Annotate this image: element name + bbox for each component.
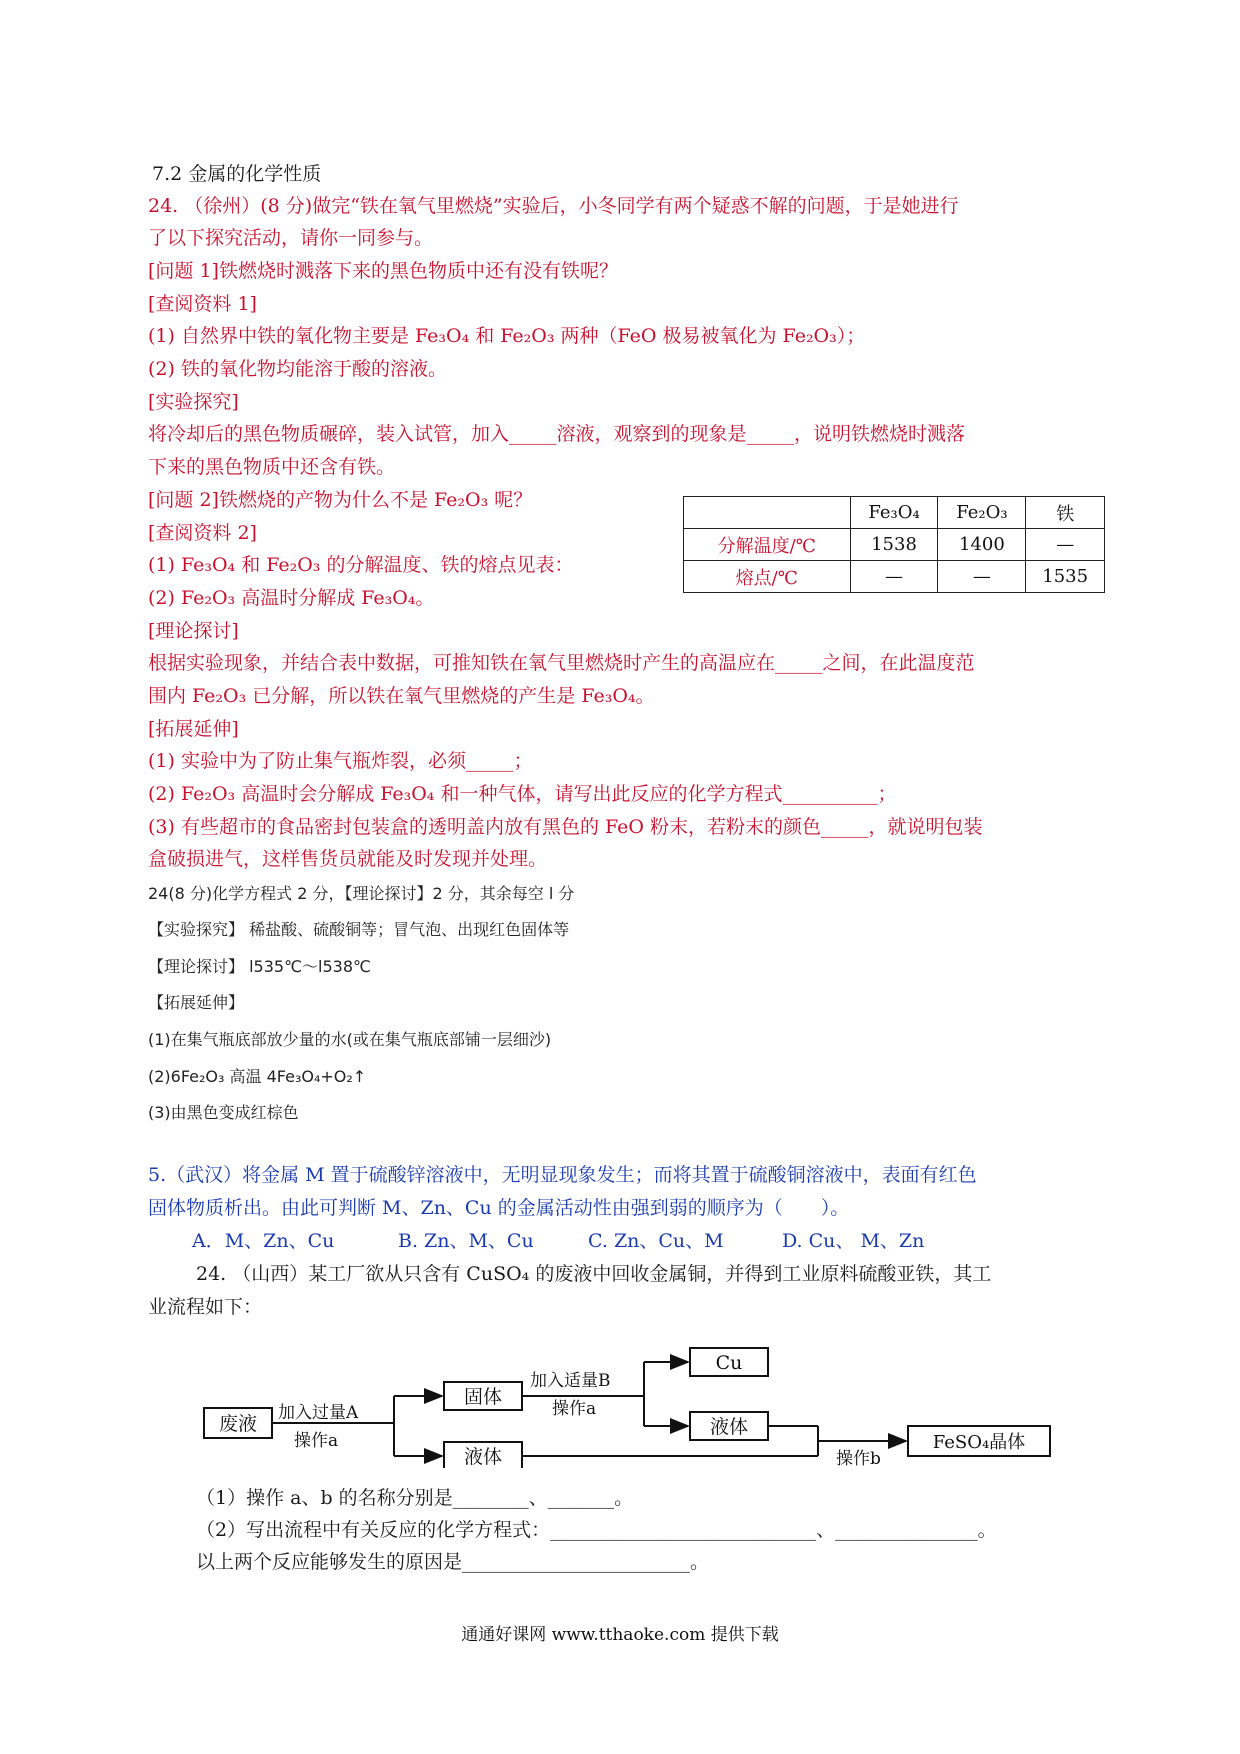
flow-step3: 操作b — [836, 1449, 881, 1468]
q24-line: 将冷却后的黑色物质碾碎，装入试管，加入_____溶液，观察到的现象是_____，说明铁燃烧时溅落 — [148, 423, 966, 445]
q24-line: [问题 2]铁燃烧的产物为什么不是 Fe₂O₃ 呢？ — [148, 489, 533, 511]
answer-line: 24(8 分)化学方程式 2 分，【理论探讨】2 分，其余每空 l 分 — [148, 884, 575, 903]
flow-solid-label: 固体 — [463, 1386, 503, 1408]
table-row — [684, 561, 1105, 593]
q24-line: (2) 铁的氧化物均能溶于酸的溶液。 — [148, 358, 447, 380]
table-row — [684, 529, 1105, 561]
q24-line: [理论探讨] — [148, 620, 239, 642]
table-cell: 分解温度/℃ — [684, 529, 851, 561]
q24-line: 24. （徐州）(8 分)做完“铁在氧气里燃烧”实验后，小冬同学有两个疑惑不解的问题，于是她进行 — [148, 195, 959, 217]
table-cell: Fe₃O₄ — [850, 497, 938, 529]
table-cell: Fe₂O₃ — [938, 497, 1026, 529]
q5-option-b: B. Zn、M、Cu — [398, 1230, 534, 1252]
table-cell: — — [850, 561, 938, 593]
answer-line: (1)在集气瓶底部放少量的水(或在集气瓶底部铺一层细沙) — [148, 1030, 552, 1049]
q24-line: 下来的黑色物质中还含有铁。 — [148, 456, 396, 478]
q24s-line: 业流程如下： — [148, 1296, 263, 1318]
q24s-line: 24. （山西）某工厂欲从只含有 CuSO₄ 的废液中回收金属铜，并得到工业原料硫酸亚铁，其工 — [196, 1263, 992, 1285]
answer-line: (2)6Fe₂O₃ 高温 4Fe₃O₄+O₂↑ — [148, 1067, 367, 1086]
table-cell: — — [1026, 529, 1105, 561]
answer-line: 【理论探讨】 l535℃～l538℃ — [148, 957, 371, 976]
properties-table — [683, 496, 1105, 593]
flow-step2-bottom: 操作a — [552, 1399, 597, 1419]
q5-option-c: C. Zn、Cu、M — [588, 1230, 724, 1252]
q5-option-a: A．M、Zn、Cu — [192, 1230, 335, 1252]
q24-line: (1) 实验中为了防止集气瓶炸裂，必须_____； — [148, 750, 533, 772]
table-cell: 铁 — [1026, 497, 1105, 529]
table-cell — [684, 497, 851, 529]
flow-step2-top: 加入适量B — [530, 1371, 611, 1391]
q24s-sub-2: （2）写出流程中有关反应的化学方程式：____________________________、_______________。 — [196, 1519, 997, 1541]
flow-liquid1-label: 液体 — [463, 1446, 503, 1468]
q24s-sub-1: （1）操作 a、b 的名称分别是________、_______。 — [196, 1487, 634, 1509]
table-cell: 1535 — [1026, 561, 1105, 593]
answer-line: 【实验探究】 稀盐酸、硫酸铜等；冒气泡、出现红色固体等 — [148, 920, 570, 939]
q24-line: (2) Fe₂O₃ 高温时会分解成 Fe₃O₄ 和一种气体，请写出此反应的化学方程式__________； — [148, 783, 897, 805]
flow-step1-bottom: 操作a — [294, 1431, 339, 1451]
flow-liquid2-label: 液体 — [709, 1416, 749, 1438]
table-cell: — — [938, 561, 1026, 593]
q5-option-d: D. Cu、 M、Zn — [782, 1230, 925, 1252]
section-title: 7.2 金属的化学性质 — [152, 163, 322, 185]
q24-line: [拓展延伸] — [148, 718, 239, 740]
page-footer: 通通好课网 www.tthaoke.com 提供下载 — [461, 1625, 779, 1645]
flow-waste-label: 废液 — [218, 1413, 258, 1435]
q24-line: [查阅资料 2] — [148, 522, 257, 544]
q24-line: 盒破损进气，这样售货员就能及时发现并处理。 — [148, 848, 548, 870]
flow-cu-label: Cu — [715, 1352, 743, 1374]
q24-line: 围内 Fe₂O₃ 已分解，所以铁在氧气里燃烧的产生是 Fe₃O₄。 — [148, 685, 655, 707]
flow-diagram — [198, 1328, 1078, 1468]
flow-step1-top: 加入过量A — [278, 1403, 359, 1423]
q24-line: (3) 有些超市的食品密封包装盒的透明盖内放有黑色的 FeO 粉末，若粉末的颜色_____，就说明包装 — [148, 816, 983, 838]
q24s-sub-3: 以上两个反应能够发生的原因是________________________。 — [196, 1551, 710, 1573]
table-cell: 1538 — [850, 529, 938, 561]
q24-line: (2) Fe₂O₃ 高温时分解成 Fe₃O₄。 — [148, 587, 435, 609]
q24-line: [问题 1]铁燃烧时溅落下来的黑色物质中还有没有铁呢？ — [148, 260, 618, 282]
q5-line: 固体物质析出。由此可判断 M、Zn、Cu 的金属活动性由强到弱的顺序为（ ）。 — [148, 1197, 850, 1219]
answer-line: 【拓展延伸】 — [148, 993, 245, 1012]
q24-line: 根据实验现象，并结合表中数据，可推知铁在氧气里燃烧时产生的高温应在_____之间，在此温度范 — [148, 652, 975, 674]
q24-line: 了以下探究活动，请你一同参与。 — [148, 227, 434, 249]
q5-line: 5.（武汉）将金属 M 置于硫酸锌溶液中，无明显现象发生；而将其置于硫酸铜溶液中，表面有红色 — [148, 1164, 977, 1186]
table-header-row — [684, 497, 1105, 529]
table-cell: 1400 — [938, 529, 1026, 561]
q24-line: [实验探究] — [148, 391, 239, 413]
q24-line: [查阅资料 1] — [148, 293, 257, 315]
table-cell: 熔点/℃ — [684, 561, 851, 593]
answer-line: (3)由黑色变成红棕色 — [148, 1103, 299, 1122]
q24-line: (1) 自然界中铁的氧化物主要是 Fe₃O₄ 和 Fe₂O₃ 两种（FeO 极易被氧化为 Fe₂O₃）； — [148, 325, 866, 347]
q24-line: (1) Fe₃O₄ 和 Fe₂O₃ 的分解温度、铁的熔点见表： — [148, 554, 574, 576]
flow-product-label: FeSO₄晶体 — [932, 1432, 1026, 1453]
